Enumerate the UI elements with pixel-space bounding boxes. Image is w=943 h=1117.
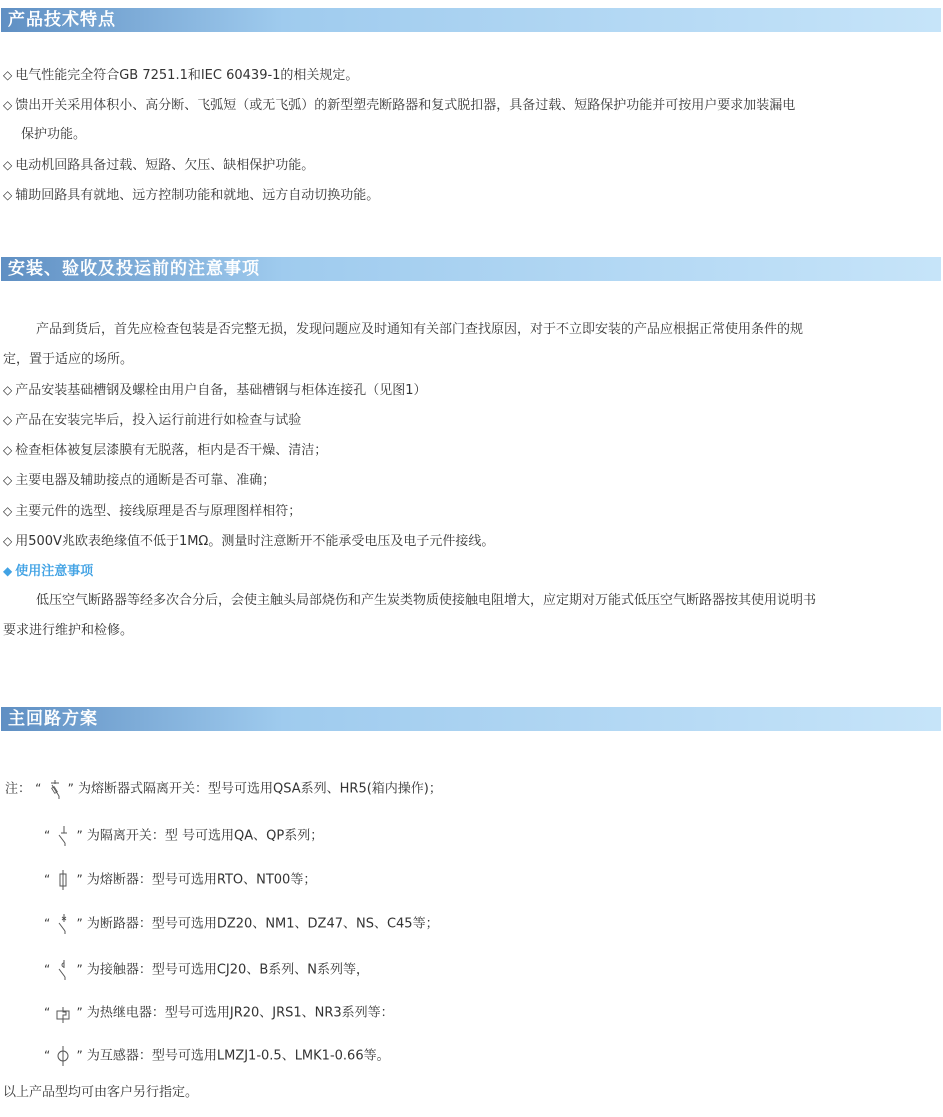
list-item: ◇ 检查柜体被复层漆膜有无脱落，柜内是否干燥、清洁； [3, 443, 328, 458]
list-item: ◇ 主要电器及辅助接点的通断是否可靠、准确； [3, 473, 276, 488]
intro-paragraph-line: 产品到货后，首先应检查包装是否完整无损，发现问题应及时通知有关部门查找原因，对于不立即安装的产品应根据正常使用条件的规 [36, 322, 804, 337]
diamond-bullet-icon: ◇ [3, 413, 13, 427]
fuse-switch-icon [48, 779, 62, 799]
section-title: 安装、验收及投运前的注意事项 [8, 259, 260, 279]
note-row: “ ” 为热继电器：型号可选用JR20、JRS1、NR3系列等： [44, 1003, 394, 1023]
usage-paragraph-line: 低压空气断路器等经多次合分后，会使主触头局部烧伤和产生炭类物质使接触电阻增大，应定期对万能式低压空气断路器按其使用说明书 [36, 593, 817, 608]
note-row: 注： “ ” 为熔断器式隔离开关：型号可选用QSA系列、HR5(箱内操作)； [5, 779, 442, 799]
list-item: ◇ 电气性能完全符合GB 7251.1和IEC 60439-1的相关规定。 [3, 68, 359, 83]
list-item: ◇ 用500V兆欧表绝缘值不低于1MΩ。测量时注意断开不能承受电压及电子元件接线。 [3, 534, 495, 549]
section-title: 主回路方案 [8, 709, 98, 729]
contactor-icon [56, 960, 70, 980]
diamond-bullet-icon: ◇ [3, 98, 13, 112]
note-label: 注： [5, 781, 32, 797]
section-header-main-circuit [1, 707, 941, 731]
fuse-icon [56, 870, 70, 890]
diamond-bullet-icon: ◇ [3, 504, 13, 518]
isolating-switch-icon [56, 826, 70, 846]
circuit-breaker-icon [56, 914, 70, 934]
list-item: ◇ 馈出开关采用体积小、高分断、飞弧短（或无飞弧）的新型塑壳断路器和复式脱扣器，具备过载、短路保护功能并可按用户要求加装漏电 [3, 98, 796, 113]
note-row: “ ” 为接触器：型号可选用CJ20、B系列、N系列等， [44, 960, 369, 980]
filled-diamond-icon: ◆ [3, 564, 13, 578]
diamond-bullet-icon: ◇ [3, 443, 13, 457]
list-item-continued: 保护功能。 [21, 127, 87, 142]
diamond-bullet-icon: ◇ [3, 383, 13, 397]
list-item: ◇ 产品安装基础槽钢及螺栓由用户自备，基础槽钢与柜体连接孔（见图1） [3, 383, 427, 398]
diamond-bullet-icon: ◇ [3, 534, 13, 548]
section-title: 产品技术特点 [8, 10, 116, 30]
usage-paragraph-line: 要求进行维护和检修。 [3, 623, 134, 638]
diamond-bullet-icon: ◇ [3, 68, 13, 82]
intro-paragraph-line: 定，置于适应的场所。 [3, 352, 134, 367]
diamond-bullet-icon: ◇ [3, 158, 13, 172]
section-header-features [1, 8, 941, 32]
thermal-relay-icon [56, 1003, 70, 1023]
usage-notes-heading: ◆ 使用注意事项 [3, 564, 94, 579]
list-item: ◇ 辅助回路具有就地、远方控制功能和就地、远方自动切换功能。 [3, 188, 380, 203]
footer-note: 以上产品型均可由客户另行指定。 [3, 1085, 199, 1100]
section-header-installation [1, 257, 941, 281]
list-item: ◇ 主要元件的选型、接线原理是否与原理图样相符； [3, 504, 302, 519]
diamond-bullet-icon: ◇ [3, 473, 13, 487]
note-row: “ ” 为隔离开关：型 号可选用QA、QP系列； [44, 826, 323, 846]
note-row: “ ” 为断路器：型号可选用DZ20、NM1、DZ47、NS、C45等； [44, 914, 439, 934]
list-item: ◇ 电动机回路具备过载、短路、欠压、缺相保护功能。 [3, 158, 315, 173]
list-item: ◇ 产品在安装完毕后，投入运行前进行如检查与试验 [3, 413, 302, 428]
note-row: “ ” 为熔断器：型号可选用RTO、NT00等； [44, 870, 316, 890]
note-row: “ ” 为互感器：型号可选用LMZJ1-0.5、LMK1-0.66等。 [44, 1046, 390, 1066]
diamond-bullet-icon: ◇ [3, 188, 13, 202]
transformer-icon [56, 1046, 70, 1066]
